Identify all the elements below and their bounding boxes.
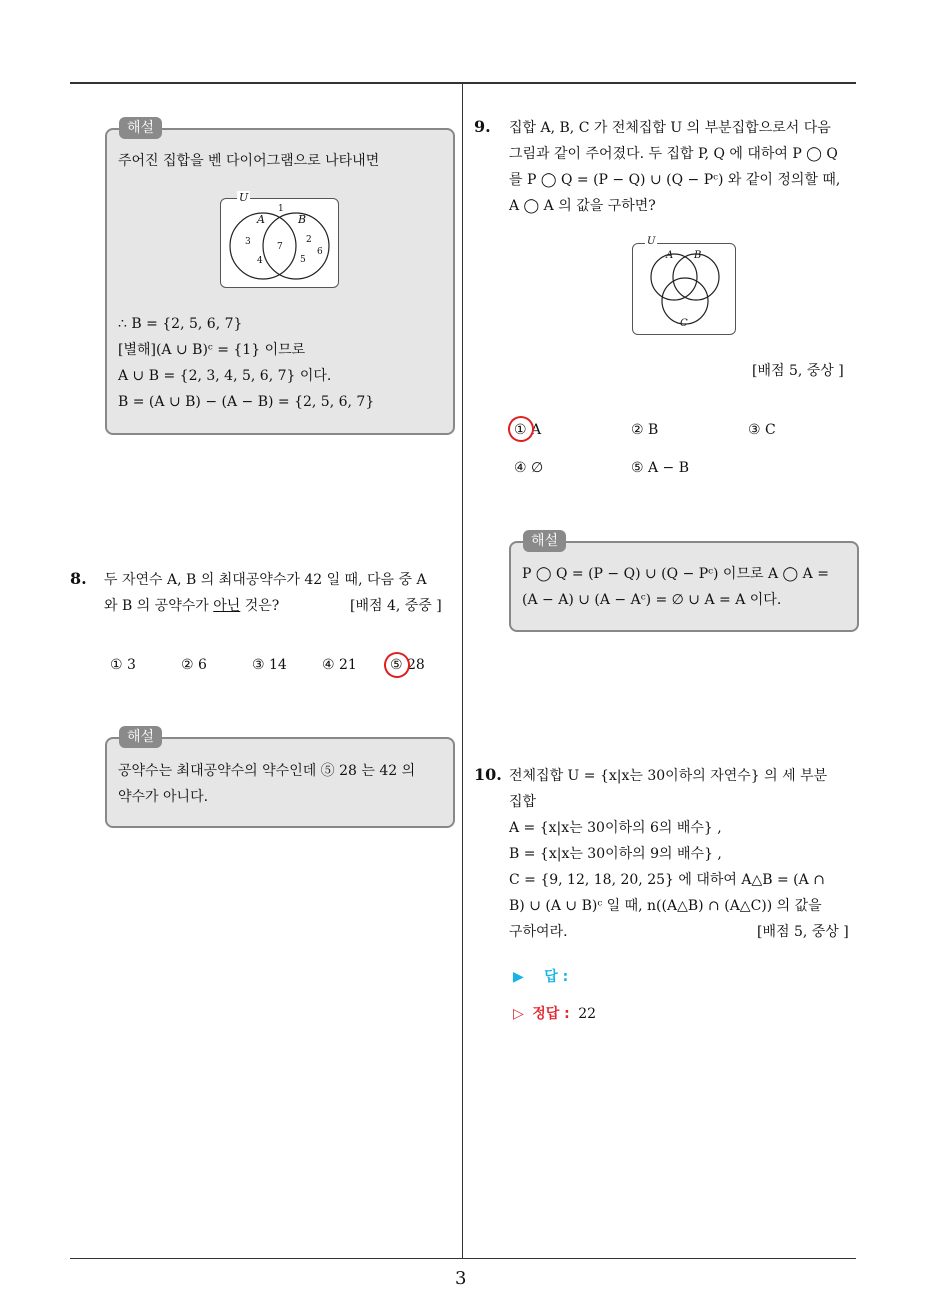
q10-question-line-5: C = {9, 12, 18, 20, 25} 에 대하여 A△B = (A ∩ xyxy=(509,872,825,888)
q8-question-line-2 xyxy=(104,597,279,615)
q10-correct-label: 정답 : xyxy=(532,1006,570,1022)
q9-explanation-tag: 해설 xyxy=(523,530,566,552)
q10-correct-value: 22 xyxy=(578,1006,597,1022)
q9-venn-label-a: A xyxy=(666,250,674,261)
q7-venn-num: 2 xyxy=(306,235,312,245)
q7-venn-num: 1 xyxy=(278,204,284,214)
q7-solution-line-5: B = (A ∪ B) − (A − B) = {2, 5, 6, 7} xyxy=(118,394,375,410)
q7-venn-num: 6 xyxy=(317,247,323,257)
q8-question-line-2-post: 것은? xyxy=(240,598,280,614)
q9-choice-2[interactable]: ② B xyxy=(631,422,659,438)
q7-solution-line-4: A ∪ B = {2, 3, 4, 5, 6, 7} 이다. xyxy=(118,368,332,384)
q8-choice-2[interactable]: ② 6 xyxy=(181,657,207,673)
q10-number: 10. xyxy=(474,765,502,784)
q8-solution-box xyxy=(105,737,455,828)
q9-question-line-4: A ◯ A 의 값을 구하면? xyxy=(509,198,656,214)
q7-solution-line-2: ∴ B = {2, 5, 6, 7} xyxy=(118,316,243,332)
q7-venn-num: 4 xyxy=(257,256,263,266)
q7-explanation-tag: 해설 xyxy=(119,117,162,139)
answer-arrow-icon: ▶ xyxy=(513,969,524,985)
q10-question-line-3: A = {x|x는 30이하의 6의 배수} , xyxy=(509,820,722,836)
q8-solution-line-1: 공약수는 최대공약수의 약수인데 ⑤ 28 는 42 의 xyxy=(118,763,416,779)
q10-question-line-7: 구하여라. xyxy=(509,924,568,940)
q9-choice-4[interactable]: ④ ∅ xyxy=(514,460,544,476)
q8-solution-line-2: 약수가 아니다. xyxy=(118,789,209,805)
q10-question-line-4: B = {x|x는 30이하의 9의 배수} , xyxy=(509,846,722,862)
q10-score: [배점 5, 중상 ] xyxy=(757,924,849,940)
correct-arrow-icon: ▷ xyxy=(513,1006,524,1022)
q9-selected-answer-mark xyxy=(504,412,537,445)
q10-question-line-1: 전체집합 U = {x|x는 30이하의 자연수} 의 세 부분 xyxy=(509,768,828,784)
q8-question-underlined-word: 아닌 xyxy=(213,598,241,614)
q8-explanation-tag: 해설 xyxy=(119,726,162,748)
q9-question-line-1: 집합 A, B, C 가 전체집합 U 의 부분집합으로서 다음 xyxy=(509,120,831,136)
q9-venn-label-b: B xyxy=(694,250,702,261)
q7-venn-num: 7 xyxy=(277,242,283,252)
q9-venn-diagram xyxy=(632,236,736,335)
q9-question-line-2: 그림과 같이 주어졌다. 두 집합 P, Q 에 대하여 P ◯ Q xyxy=(509,146,838,162)
q9-choice-1[interactable]: ① A xyxy=(514,422,542,438)
q8-choice-3[interactable]: ③ 14 xyxy=(252,657,287,673)
q10-answer-row xyxy=(513,968,568,986)
q7-venn-label-b: B xyxy=(298,213,307,226)
q7-solution-line-1: 주어진 집합을 벤 다이어그램으로 나타내면 xyxy=(118,153,380,169)
q7-venn-label-u: U xyxy=(239,191,249,204)
q10-question-line-2: 집합 xyxy=(509,794,537,810)
q9-solution-box xyxy=(509,541,859,632)
q10-correct-row xyxy=(513,1005,596,1023)
q9-choice-3[interactable]: ③ C xyxy=(748,422,776,438)
bottom-rule xyxy=(70,1258,856,1259)
q9-venn-circle-a xyxy=(651,254,697,300)
q9-number: 9. xyxy=(474,117,491,136)
q9-solution-line-1: P ◯ Q = (P − Q) ∪ (Q − Pᶜ) 이므로 A ◯ A = xyxy=(522,566,829,582)
q8-choice-4[interactable]: ④ 21 xyxy=(322,657,357,673)
column-divider xyxy=(462,84,463,1258)
q9-question-line-3: 를 P ◯ Q = (P − Q) ∪ (Q − Pᶜ) 와 같이 정의할 때, xyxy=(509,172,841,188)
q8-question-line-2-pre: 와 B 의 공약수가 xyxy=(104,598,214,614)
q10-question-line-6: B) ∪ (A ∪ B)ᶜ 일 때, n((A△B) ∩ (A△C)) 의 값을 xyxy=(509,898,822,914)
q7-venn-diagram xyxy=(220,191,339,288)
q8-choice-5[interactable]: ⑤ 28 xyxy=(390,657,425,673)
q7-venn-label-a: A xyxy=(257,213,265,226)
page-number: 3 xyxy=(455,1268,467,1289)
q9-venn-label-u: U xyxy=(647,236,656,247)
q8-question-line-1: 두 자연수 A, B 의 최대공약수가 42 일 때, 다음 중 A xyxy=(104,572,427,588)
q7-venn-num: 5 xyxy=(300,255,306,265)
q8-score: [배점 4, 중중 ] xyxy=(350,598,442,614)
q8-selected-answer-mark xyxy=(380,648,413,681)
q9-venn-label-c: C xyxy=(680,318,688,329)
q8-number: 8. xyxy=(70,569,87,588)
q8-choice-1[interactable]: ① 3 xyxy=(110,657,136,673)
q9-choice-5[interactable]: ⑤ A − B xyxy=(631,460,690,476)
q10-answer-label: 답 : xyxy=(544,969,569,985)
top-rule xyxy=(70,82,856,84)
q9-solution-line-2: (A − A) ∪ (A − Aᶜ) = ∅ ∪ A = A 이다. xyxy=(522,592,782,608)
q9-score: [배점 5, 중상 ] xyxy=(752,363,844,379)
q7-venn-num: 3 xyxy=(245,237,251,247)
q7-solution-line-3: [별해](A ∪ B)ᶜ = {1} 이므로 xyxy=(118,342,306,358)
